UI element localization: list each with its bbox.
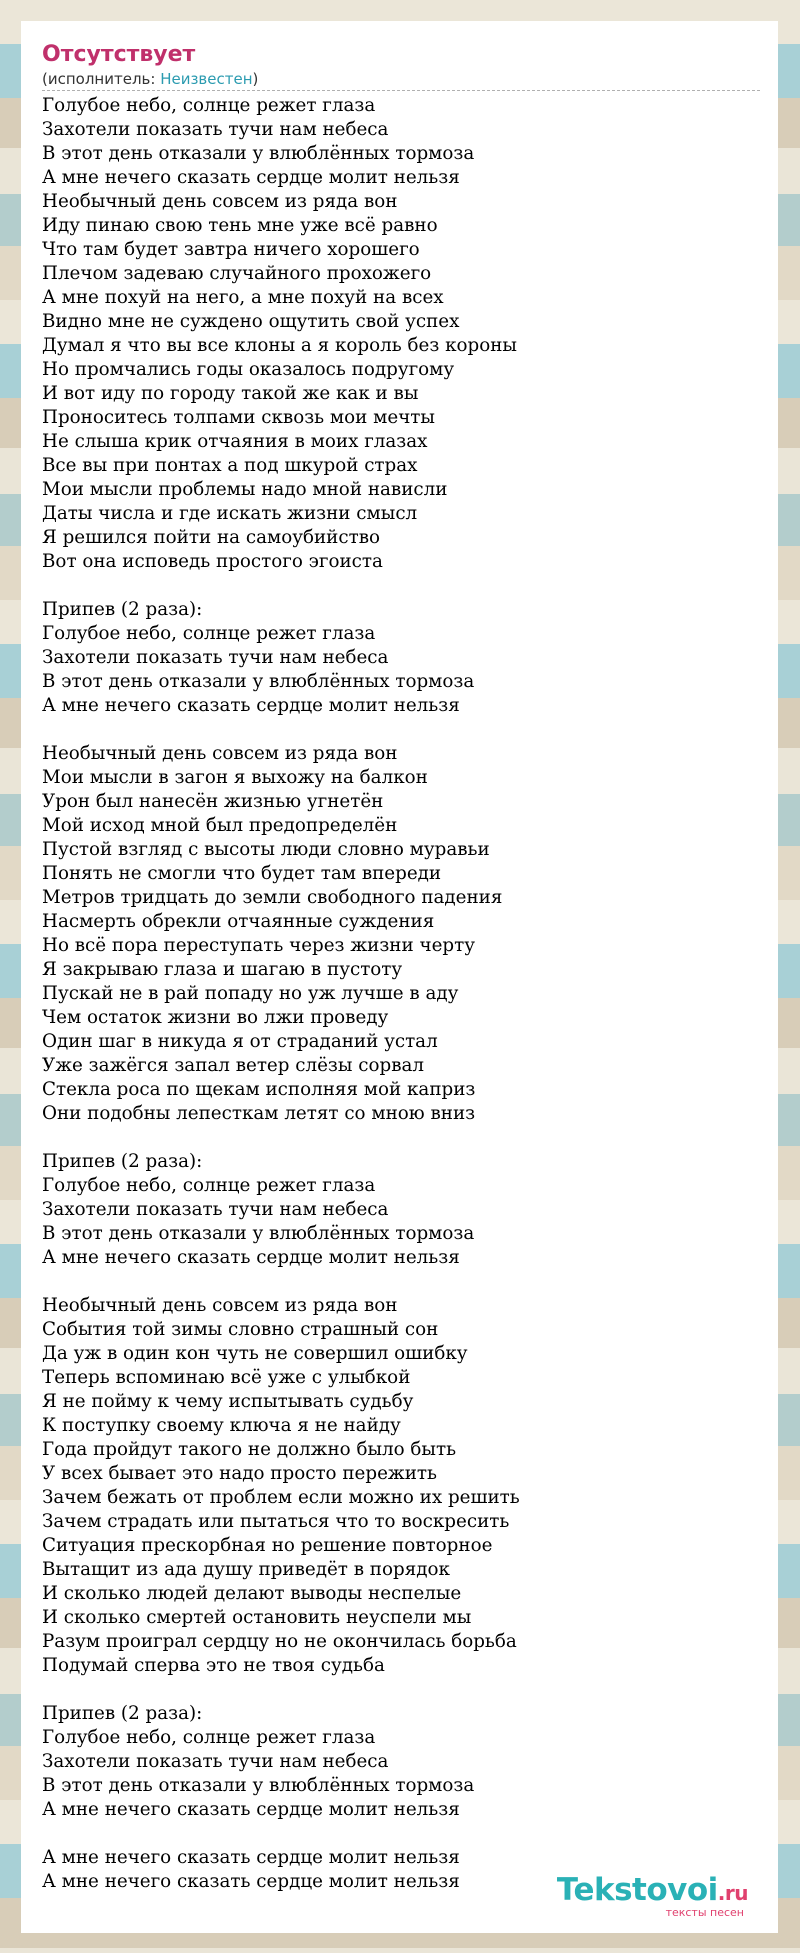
lyric-line: Я решился пойти на самоубийство bbox=[42, 527, 380, 548]
lyric-line: Пускай не в рай попаду но уж лучше в аду bbox=[42, 983, 459, 1004]
lyric-line: Припев (2 раза): bbox=[42, 1703, 203, 1724]
lyric-line: В этот день отказали у влюблённых тормоза bbox=[42, 143, 475, 164]
lyric-line: Метров тридцать до земли свободного падения bbox=[42, 887, 503, 908]
lyrics-text bbox=[42, 94, 758, 1894]
lyric-line: Иду пинаю свою тень мне уже всё равно bbox=[42, 215, 438, 236]
logo-tld: .ru bbox=[717, 1881, 748, 1905]
logo-name: Tekstovoi bbox=[556, 1872, 718, 1908]
lyric-line: Мои мысли проблемы надо мной нависли bbox=[42, 479, 448, 500]
lyric-line: А мне нечего сказать сердце молит нельзя bbox=[42, 1871, 460, 1892]
lyric-line: Вот она исповедь простого эгоиста bbox=[42, 551, 383, 572]
lyric-line: Подумай сперва это не твоя судьба bbox=[42, 1655, 385, 1676]
lyric-line: Необычный день совсем из ряда вон bbox=[42, 1295, 398, 1316]
lyric-line: В этот день отказали у влюблённых тормоза bbox=[42, 1775, 475, 1796]
lyric-line: Не слыша крик отчаяния в моих глазах bbox=[42, 431, 428, 452]
lyric-line: Необычный день совсем из ряда вон bbox=[42, 743, 398, 764]
lyric-line: Что там будет завтра ничего хорошего bbox=[42, 239, 420, 260]
lyric-line: Теперь вспоминаю всё уже с улыбкой bbox=[42, 1367, 411, 1388]
lyric-line: Захотели показать тучи нам небеса bbox=[42, 119, 389, 140]
lyric-line: Зачем бежать от проблем если можно их решить bbox=[42, 1487, 520, 1508]
lyric-line: Мой исход мной был предопределён bbox=[42, 815, 398, 836]
lyric-line: Ситуация прескорбная но решение повторное bbox=[42, 1535, 493, 1556]
lyric-line: У всех бывает это надо просто пережить bbox=[42, 1463, 437, 1484]
lyric-line: Они подобны лепесткам летят со мною вниз bbox=[42, 1103, 476, 1124]
logo-tagline: тексты песен bbox=[665, 1906, 744, 1919]
lyric-line: И сколько людей делают выводы неспелые bbox=[42, 1583, 462, 1604]
lyric-line: События той зимы словно страшный сон bbox=[42, 1319, 439, 1340]
lyrics-card bbox=[21, 21, 778, 1933]
lyric-line: Захотели показать тучи нам небеса bbox=[42, 1199, 389, 1220]
lyric-line: И сколько смертей остановить неуспели мы bbox=[42, 1607, 472, 1628]
lyric-line: Голубое небо, солнце режет глаза bbox=[42, 1727, 376, 1748]
lyric-line: А мне нечего сказать сердце молит нельзя bbox=[42, 1847, 460, 1868]
performer-link[interactable]: Неизвестен bbox=[160, 70, 253, 88]
lyric-line: Голубое небо, солнце режет глаза bbox=[42, 623, 376, 644]
lyric-line: К поступку своему ключа я не найду bbox=[42, 1415, 401, 1436]
lyric-line: Я закрываю глаза и шагаю в пустоту bbox=[42, 959, 403, 980]
performer-suffix: ) bbox=[252, 70, 259, 88]
lyric-line: А мне нечего сказать сердце молит нельзя bbox=[42, 167, 460, 188]
lyric-line: В этот день отказали у влюблённых тормоза bbox=[42, 671, 475, 692]
lyric-line: Думал я что вы все клоны а я король без короны bbox=[42, 335, 517, 356]
lyric-line: Понять не смогли что будет там впереди bbox=[42, 863, 442, 884]
lyric-line: Видно мне не суждено ощутить свой успех bbox=[42, 311, 460, 332]
lyric-line: Года пройдут такого не должно было быть bbox=[42, 1439, 457, 1460]
song-title: Отсутствует bbox=[42, 42, 196, 67]
lyric-line: Все вы при понтах а под шкурой страх bbox=[42, 455, 418, 476]
lyric-line: Пустой взгляд с высоты люди словно муравьи bbox=[42, 839, 490, 860]
lyric-line: Голубое небо, солнце режет глаза bbox=[42, 95, 376, 116]
lyric-line: Да уж в один кон чуть не совершил ошибку bbox=[42, 1343, 468, 1364]
lyric-line: Но всё пора переступать через жизни черту bbox=[42, 935, 475, 956]
lyric-line: Плечом задеваю случайного прохожего bbox=[42, 263, 432, 284]
lyric-line: Разум проиграл сердцу но не окончилась борьба bbox=[42, 1631, 517, 1652]
performer-prefix: (исполнитель: bbox=[42, 70, 161, 88]
lyric-line: А мне нечего сказать сердце молит нельзя bbox=[42, 1799, 460, 1820]
lyric-line: А мне нечего сказать сердце молит нельзя bbox=[42, 1247, 460, 1268]
lyric-line: Я не пойму к чему испытывать судьбу bbox=[42, 1391, 414, 1412]
stanza-gap bbox=[42, 1126, 758, 1150]
lyric-line: Даты числа и где искать жизни смысл bbox=[42, 503, 418, 524]
stanza-gap bbox=[42, 1270, 758, 1294]
lyric-line: Один шаг в никуда я от страданий устал bbox=[42, 1031, 438, 1052]
lyric-line: Стекла роса по щекам исполняя мой каприз bbox=[42, 1079, 476, 1100]
lyric-line: Захотели показать тучи нам небеса bbox=[42, 647, 389, 668]
stanza-gap bbox=[42, 1822, 758, 1846]
lyric-line: Но промчались годы оказалось подругому bbox=[42, 359, 455, 380]
lyric-line: Вытащит из ада душу приведёт в порядок bbox=[42, 1559, 450, 1580]
stanza-gap bbox=[42, 718, 758, 742]
lyric-line: Проноситесь толпами сквозь мои мечты bbox=[42, 407, 435, 428]
lyric-line: Захотели показать тучи нам небеса bbox=[42, 1751, 389, 1772]
lyric-line: И вот иду по городу такой же как и вы bbox=[42, 383, 419, 404]
lyric-line: Припев (2 раза): bbox=[42, 599, 203, 620]
lyric-line: Припев (2 раза): bbox=[42, 1151, 203, 1172]
lyric-line: Зачем страдать или пытаться что то воскресить bbox=[42, 1511, 510, 1532]
lyric-line: Мои мысли в загон я выхожу на балкон bbox=[42, 767, 428, 788]
lyric-line: В этот день отказали у влюблённых тормоза bbox=[42, 1223, 475, 1244]
stanza-gap bbox=[42, 574, 758, 598]
stanza-gap bbox=[42, 1678, 758, 1702]
lyric-line: Голубое небо, солнце режет глаза bbox=[42, 1175, 376, 1196]
lyric-line: А мне похуй на него, а мне похуй на всех bbox=[42, 287, 444, 308]
performer-line bbox=[42, 69, 760, 91]
lyric-line: Уже зажёгся запал ветер слёзы сорвал bbox=[42, 1055, 425, 1076]
lyric-line: Чем остаток жизни во лжи проведу bbox=[42, 1007, 389, 1028]
lyric-line: А мне нечего сказать сердце молит нельзя bbox=[42, 695, 460, 716]
site-logo[interactable] bbox=[557, 1874, 748, 1919]
lyric-line: Необычный день совсем из ряда вон bbox=[42, 191, 398, 212]
lyric-line: Урон был нанесён жизнью угнетён bbox=[42, 791, 384, 812]
lyric-line: Насмерть обрекли отчаянные суждения bbox=[42, 911, 435, 932]
